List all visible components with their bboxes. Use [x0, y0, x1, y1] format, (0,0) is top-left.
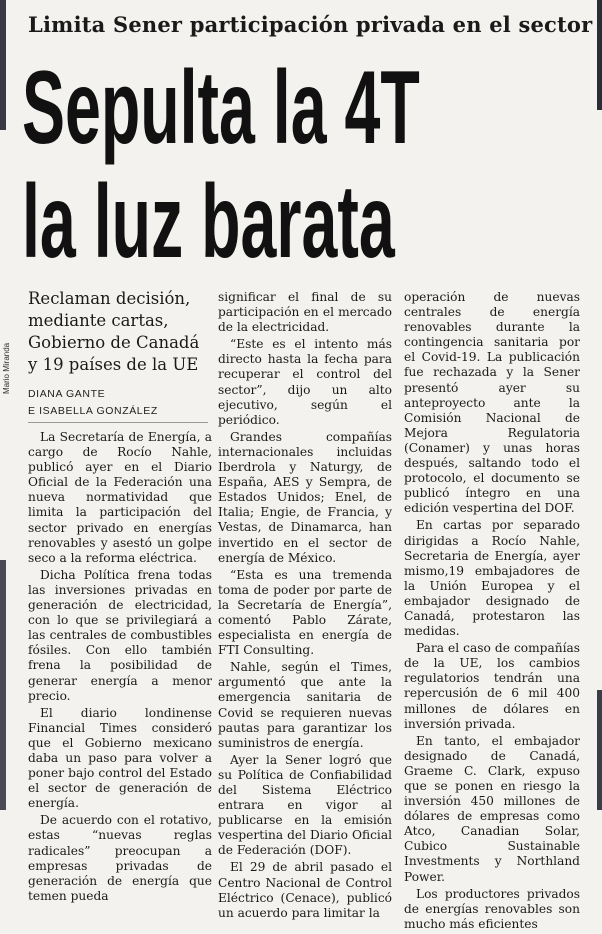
photo-credit: Mario Miranda	[2, 342, 11, 394]
paragraph: “Este es el intento más directo hasta la fecha para recuperar el control del sector”, dijo un alto ejecutivo, según el periódico.	[218, 337, 392, 427]
paragraph: Para el caso de compañías de la UE, los cambios regulatorios tendrán una repercusión de 6 mil 400 millones de dólares en inversión privada.	[404, 641, 580, 731]
paragraph: “Esta es una tremenda toma de poder por parte de la Secretaría de Energía”, comentó Pablo Zárate, especialista en energía de FTI Consulting.	[218, 567, 392, 658]
main-headline-line2: la luz barata	[22, 164, 395, 280]
subheadline-line: mediante cartas,	[28, 311, 169, 330]
kicker-headline: Limita Sener participación privada en el sector	[28, 12, 593, 37]
paragraph: La Secretaría de Energía, a cargo de Rocío Nahle, publicó ayer en el Diario Oficial de la Federación una nueva normatividad que limita la participación del sector privado en energías renovables y asestó un golpe seco a la reforma eléctrica.	[28, 430, 212, 565]
page-edge-left-lower	[0, 560, 6, 810]
byline-author: DIANA GANTE	[28, 388, 106, 400]
paragraph: operación de nuevas centrales de energía renovables durante la contingencia sanitaria por el Covid-19. La publicación fue rechazada y la Sener presentó ayer su anteproyecto ante la Comisión Nacional de Mejora Regulatoria (Conamer) y unas horas después, saltando todo el protocolo, el documento se publicó íntegro en una edición vespertina del DOF.	[404, 290, 580, 516]
paragraph: Ayer la Sener logró que su Política de Confiabilidad del Sistema Eléctrico entrara en vigor al publicarse en la emisión vespertina del Diario Oficial de Federación (DOF).	[218, 752, 392, 858]
paragraph: El diario londinense Financial Times consideró que el Gobierno mexicano daba un paso para volver a poner bajo control del Estado el sector de generación de energía.	[28, 705, 212, 811]
paragraph: Nahle, según el Times, argumentó que ante la emergencia sanitaria de Covid se requieren nuevas pautas para garantizar los suministros de energía.	[218, 660, 392, 750]
paragraph: Grandes compañías internacionales incluidas Iberdrola y Naturgy, de España, AES y Sempra, de Estados Unidos; Enel, de Italia; Engie, de Francia, y Vestas, de Dinamarca, han invertido en el sector de energía de México.	[218, 429, 392, 565]
paragraph: El 29 de abril pasado el Centro Nacional de Control Eléctrico (Cenace), publicó un acuerdo para limitar la	[218, 860, 392, 920]
subheadline-line: y 19 países de la UE	[28, 355, 199, 374]
article-column-3	[404, 290, 580, 934]
byline-author: E ISABELLA GONZÁLEZ	[28, 405, 158, 417]
paragraph: Los productores privados de energías renovables son mucho más eficientes	[404, 886, 580, 931]
subheadline	[28, 288, 208, 376]
subheadline-line: Gobierno de Canadá	[28, 333, 200, 352]
page-edge-left	[0, 0, 6, 130]
paragraph: significar el final de su participación en el mercado de la electricidad.	[218, 290, 392, 335]
main-headline-line1: Sepulta la 4T	[22, 50, 420, 166]
article-column-2	[218, 290, 392, 923]
article-column-1	[28, 430, 212, 906]
paragraph: En cartas por separado dirigidas a Rocío Nahle, Secretaria de Energía, ayer mismo,19 embajadores de la Unión Europea y el embajador designado de Canadá, protestaron las medidas.	[404, 518, 580, 639]
byline-divider	[28, 422, 208, 423]
paragraph: En tanto, el embajador designado de Canadá, Graeme C. Clark, expuso que se ponen en riesgo la inversión 450 millones de dólares de empresas como Atco, Canadian Solar, Cubico Sustainable Investments y Northland Power.	[404, 733, 580, 884]
page-edge-right	[597, 0, 602, 110]
paragraph: Dicha Política frena todas las inversiones privadas en generación de electricidad, con lo que se privilegiará a las centrales de combustibles fósiles. Con ello también frena la posibilidad de generar energía a menor precio.	[28, 567, 212, 703]
page-edge-right-lower	[597, 690, 602, 810]
subheadline-line: Reclaman decisión,	[28, 289, 191, 308]
paragraph: De acuerdo con el rotativo, estas “nuevas reglas radicales” preocupan a empresas privadas de generación de energía que temen pueda	[28, 813, 212, 903]
